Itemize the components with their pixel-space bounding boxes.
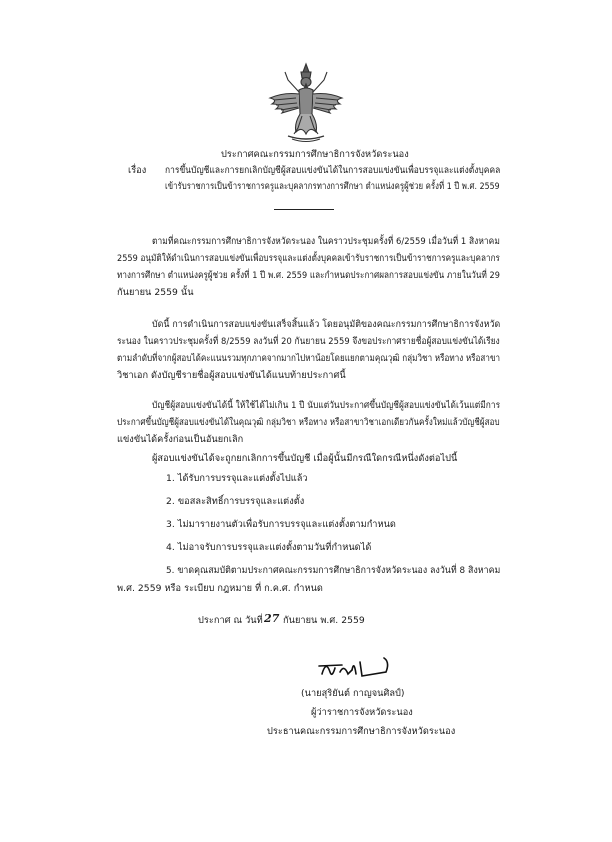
subject-label: เรื่อง xyxy=(128,165,147,176)
para1-line-1: ตามที่คณะกรรมการศึกษาธิการจังหวัดระนอง ในคราวประชุมครั้งที่ 6/2559 เมื่อวันที่ 1 สิงหาคม xyxy=(152,236,500,247)
handwritten-signature-icon xyxy=(316,650,396,682)
para2-line-2: ระนอง ในคราวประชุมครั้งที่ 8/2559 ลงวันที่ 20 กันยายน 2559 จึงขอประกาศรายชื่อผู้สอบแข่งขันได้เรียง xyxy=(117,336,500,347)
list-item-2: 2. ขอสละสิทธิ์การบรรจุและแต่งตั้ง xyxy=(166,496,305,507)
signer-position-2: ประธานคณะกรรมการศึกษาธิการจังหวัดระนอง xyxy=(267,726,456,737)
para2-line-3: ตามลำดับที่จากผู้สอบได้คะแนนรวมทุกภาคจากมากไปหาน้อยโดยแยกตามคุณวุฒิ กลุ่มวิชา หรือทาง หรือสาขา xyxy=(117,353,501,364)
para2-line-1: บัดนี้ การดำเนินการสอบแข่งขันเสร็จสิ้นแล้ว โดยอนุมัติของคณะกรรมการศึกษาธิการจังหวัด xyxy=(152,319,501,330)
date-rest: กันยายน พ.ศ. 2559 xyxy=(283,615,365,626)
header-divider xyxy=(274,209,334,210)
list-item-5: 5. ขาดคุณสมบัติตามประกาศคณะกรรมการศึกษาธิการจังหวัดระนอง ลงวันที่ 8 สิงหาคม xyxy=(166,565,501,576)
list-item-4: 4. ไม่อาจรับการบรรจุและแต่งตั้งตามวันที่กำหนดได้ xyxy=(166,542,372,553)
subject-line-2: เข้ารับราชการเป็นข้าราชการครูและบุคลากรทางการศึกษา ตำแหน่งครูผู้ช่วย ครั้งที่ 1 ปี พ.ศ. 2559 xyxy=(165,181,500,192)
date-day-handwritten: 27 xyxy=(264,612,280,625)
subject-line-1: การขึ้นบัญชีและการยกเลิกบัญชีผู้สอบแข่งขันได้ในการสอบแข่งขันเพื่อบรรจุและแต่งตั้งบุคคล xyxy=(165,165,501,176)
list-item-1: 1. ได้รับการบรรจุและแต่งตั้งไปแล้ว xyxy=(166,473,308,484)
signer-position-1: ผู้ว่าราชการจังหวัดระนอง xyxy=(311,707,413,718)
para3-line-1: บัญชีผู้สอบแข่งขันได้นี้ ให้ใช้ได้ไม่เกิน 1 ปี นับแต่วันประกาศขึ้นบัญชีผู้สอบแข่งขันได้เว้นแต่มีการ xyxy=(152,400,501,411)
signer-name: (นายสุริยันต์ กาญจนศิลป์) xyxy=(301,688,405,699)
list-item-3: 3. ไม่มารายงานตัวเพื่อรับการบรรจุและแต่งตั้งตามกำหนด xyxy=(166,519,396,530)
para1-line-4: กันยายน 2559 นั้น xyxy=(117,287,194,298)
para1-line-3: ทางการศึกษา ตำแหน่งครูผู้ช่วย ครั้งที่ 1 ปี พ.ศ. 2559 และกำหนดประกาศผลการสอบแข่งขัน ภายในวันที่ 29 xyxy=(117,270,500,281)
para4: ผู้สอบแข่งขันได้จะถูกยกเลิกการขึ้นบัญชี เมื่อผู้นั้นมีกรณีใดกรณีหนึ่งดังต่อไปนี้ xyxy=(152,453,458,464)
para3-line-3: แข่งขันได้ครั้งก่อนเป็นอันยกเลิก xyxy=(117,434,244,445)
para2-line-4: วิชาเอก ดังบัญชีรายชื่อผู้สอบแข่งขันได้แนบท้ายประกาศนี้ xyxy=(117,370,346,381)
issuer-title: ประกาศคณะกรรมการศึกษาธิการจังหวัดระนอง xyxy=(221,149,409,160)
date-prefix: ประกาศ ณ วันที่ xyxy=(198,615,263,626)
para1-line-2: 2559 อนุมัติให้ดำเนินการสอบแข่งขันเพื่อบรรจุและแต่งตั้งบุคคลเข้ารับราชการเป็นข้าราชการครูและบุคลากร xyxy=(117,253,500,264)
list-item-5-continued: พ.ศ. 2559 หรือ ระเบียบ กฎหมาย ที่ ก.ค.ศ. กำหนด xyxy=(117,583,323,594)
garuda-emblem-icon xyxy=(266,62,346,144)
para3-line-2: ประกาศขึ้นบัญชีผู้สอบแข่งขันได้ในคุณวุฒิ กลุ่มวิชา หรือทาง หรือสาขาวิชาเอกเดียวกันครั้งใหม่แล้วบัญชีผู้สอบ xyxy=(117,417,500,428)
